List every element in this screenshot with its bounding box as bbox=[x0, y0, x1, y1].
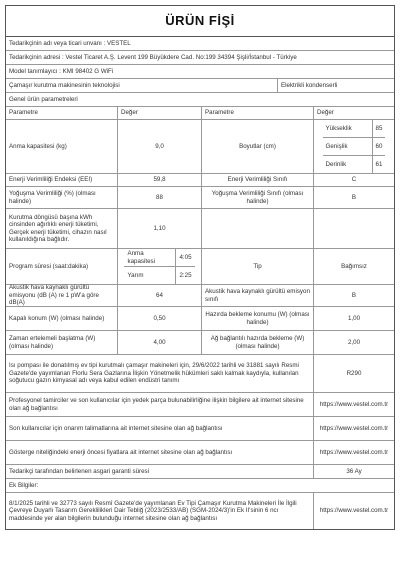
dim-width-value: 60 bbox=[375, 142, 383, 150]
heat-pump-value: R290 bbox=[346, 369, 362, 377]
empty-cell bbox=[202, 209, 314, 248]
heat-pump-text: Isı pompası ile donatılmış ev tipi kurutmalı çamaşır makineleri için, 29/6/2022 tarihli ve 31881 sayılı Resmi Gazete'de yayımlanan Florlu Sera Gazlarına İlişkin Yönetmelik hükümleri saklı kalmak kaydıyla, kullanılan soğutucu gazın kimyasal adı veya kabul edilen endüstri tanımı bbox=[6, 355, 314, 392]
dimension-height bbox=[323, 120, 386, 138]
warranty-row bbox=[6, 465, 394, 479]
delay-start-row bbox=[6, 331, 394, 355]
noise-class-label: Akustik hava kaynaklı gürültü emisyon sınıfı bbox=[202, 285, 314, 306]
delay-start-value: 4,00 bbox=[118, 331, 202, 354]
pro-repair-text: Profesyonel tamirciler ve son kullanıcılar için yedek parça bulunabilirliğine ilişkin bilgilere ait internet sitesine olan ağ bağlantısı bbox=[6, 393, 314, 416]
cond-eff-value: 88 bbox=[118, 187, 202, 208]
energy-cons-value: 1,10 bbox=[118, 209, 202, 248]
cond-class-value: B bbox=[351, 193, 357, 201]
rated-capacity-value: 4:05 bbox=[179, 253, 192, 261]
supplier-address: Tedarikçinin adresi : Vestel Ticaret A.Ş. Levent 199 Büyükdere Cad. No:199 34394 Şişli/İstanbul - Türkiye bbox=[9, 53, 297, 61]
user-info-text: Son kullanıcılar için onarım talimatlarına ait internet sitesine olan ağ bağlantısı bbox=[6, 417, 314, 440]
off-mode-row bbox=[6, 307, 394, 331]
param-header-2: Parametre bbox=[202, 107, 314, 119]
capacity-value: 9,0 bbox=[118, 120, 202, 173]
type-value: Bağımsız bbox=[341, 262, 367, 270]
value-header: Değer bbox=[118, 107, 202, 119]
dim-width-label: Genişlik bbox=[323, 138, 373, 155]
noise-value: 64 bbox=[118, 285, 202, 306]
cond-class-label: Yoğuşma Verimliliği Sınıfı (olması halinde) bbox=[202, 187, 314, 208]
dimension-depth bbox=[323, 156, 386, 173]
extra-link[interactable]: https://www.vestel.com.tr bbox=[319, 507, 389, 515]
technology-value: Elektrikli kondenserli bbox=[281, 81, 338, 89]
type-label: Tip bbox=[202, 249, 314, 284]
eei-row bbox=[6, 174, 394, 187]
energy-consumption-row bbox=[6, 209, 394, 249]
dimensions-values bbox=[314, 120, 394, 173]
rated-capacity-row bbox=[124, 249, 194, 267]
sheet-title: ÜRÜN FİŞİ bbox=[6, 6, 394, 37]
general-params-row bbox=[6, 93, 394, 107]
extra-label-row bbox=[6, 479, 394, 493]
network-standby-label: Ağ bağlantılı hazırda bekleme (W) (olması halinde) bbox=[202, 331, 314, 354]
eei-label: Enerji Verimliliği Endeksi (EEI) bbox=[6, 174, 118, 186]
extra-label: Ek Bilgiler: bbox=[9, 481, 39, 489]
noise-row bbox=[6, 285, 394, 307]
warranty-value: 36 Ay bbox=[346, 467, 362, 475]
pro-repair-row bbox=[6, 393, 394, 417]
extra-info-row bbox=[6, 493, 394, 529]
off-mode-value: 0,50 bbox=[118, 307, 202, 330]
dim-depth-value: 61 bbox=[375, 160, 383, 168]
dimensions-label: Boyutlar (cm) bbox=[202, 120, 314, 173]
extra-text: 8/1/2025 tarihli ve 32773 sayılı Resmî Gazete'de yayımlanan Ev Tipi Çamaşır Kurutma Makineleri İle İlgili Çevreye Duyarlı Tasarım Gereklilikleri Dair Tebliğ (2023/2533/AB) (SGM-2024/3)'in Ek II'sinin 6 ncı maddesinde yer alan bilgilerin bulunduğu internet sitesine olan ağ bağlantısı bbox=[6, 493, 314, 529]
capacity-dimensions-row bbox=[6, 120, 394, 174]
general-params-heading: Genel ürün parametreleri bbox=[9, 95, 78, 103]
dim-height-value: 85 bbox=[375, 124, 383, 132]
param-header: Parametre bbox=[6, 107, 118, 119]
program-duration-values bbox=[118, 249, 202, 284]
off-mode-label: Kapalı konum (W) (olması halinde) bbox=[6, 307, 118, 330]
value-header-2: Değer bbox=[317, 109, 334, 117]
supplier-address-row bbox=[6, 51, 394, 65]
performance-text: Gösterge niteliğindeki enerji öncesi fiyatlara ait internet sitesine olan ağ bağlantısı bbox=[6, 441, 314, 464]
noise-label: Akustik hava kaynaklı gürültü emisyonu (dB (A) re 1 pW'a göre dB(A) bbox=[6, 285, 118, 306]
dimension-width bbox=[323, 138, 386, 156]
capacity-label: Anma kapasitesi (kg) bbox=[6, 120, 118, 173]
warranty-label: Tedarikçi tarafından belirlenen asgari garanti süresi bbox=[6, 465, 314, 478]
standby-label: Hazırda bekleme konumu (W) (olması halinde) bbox=[202, 307, 314, 330]
cond-eff-label: Yoğuşma Verimliliği (%) (olması halinde) bbox=[6, 187, 118, 208]
technology-row bbox=[6, 79, 394, 93]
energy-cons-label: Kurutma döngüsü başına kWh cinsinden ağırlıklı enerji tüketimi, Gerçek enerji tüketimi, cihazın nasıl kullanıldığına bağlıdır. bbox=[6, 209, 118, 248]
delay-start-label: Zaman ertelemeli başlatma (W) (olması halinde) bbox=[6, 331, 118, 354]
half-label: Yarım bbox=[124, 267, 176, 284]
performance-link[interactable]: https://www.vestel.com.tr bbox=[319, 448, 389, 456]
program-duration-row bbox=[6, 249, 394, 285]
supplier-name-row bbox=[6, 37, 394, 51]
condensation-row bbox=[6, 187, 394, 209]
half-value: 2:25 bbox=[179, 271, 192, 279]
program-duration-label: Program süresi (saat:dakika) bbox=[6, 249, 118, 284]
energy-class-value: C bbox=[351, 176, 357, 184]
network-standby-value: 2,00 bbox=[347, 338, 361, 346]
rated-capacity-label: Anma kapasitesi bbox=[124, 249, 176, 266]
user-info-row bbox=[6, 417, 394, 441]
model-row bbox=[6, 65, 394, 79]
pro-repair-link[interactable]: https://www.vestel.com.tr bbox=[319, 400, 389, 408]
user-info-link[interactable]: https://www.vestel.com.tr bbox=[319, 424, 389, 432]
technology-label: Çamaşır kurutma makinesinin teknolojisi bbox=[6, 79, 278, 92]
standby-value: 1,00 bbox=[347, 314, 361, 322]
model-identifier: Model tanımlayıcı : KMI 98402 G WiFi bbox=[9, 67, 114, 75]
header-row bbox=[6, 107, 394, 120]
empty-cell bbox=[314, 209, 394, 248]
eei-value: 59,8 bbox=[118, 174, 202, 186]
product-info-sheet bbox=[5, 5, 395, 530]
supplier-name: Tedarikçinin adı veya ticari unvanı : VESTEL bbox=[9, 39, 131, 47]
half-row bbox=[124, 267, 194, 284]
energy-class-label: Enerji Verimliliği Sınıfı bbox=[202, 174, 314, 186]
heat-pump-row bbox=[6, 355, 394, 393]
dim-depth-label: Derinlik bbox=[323, 156, 373, 173]
noise-class-value: B bbox=[351, 291, 357, 299]
dim-height-label: Yükseklik bbox=[323, 120, 373, 137]
performance-row bbox=[6, 441, 394, 465]
